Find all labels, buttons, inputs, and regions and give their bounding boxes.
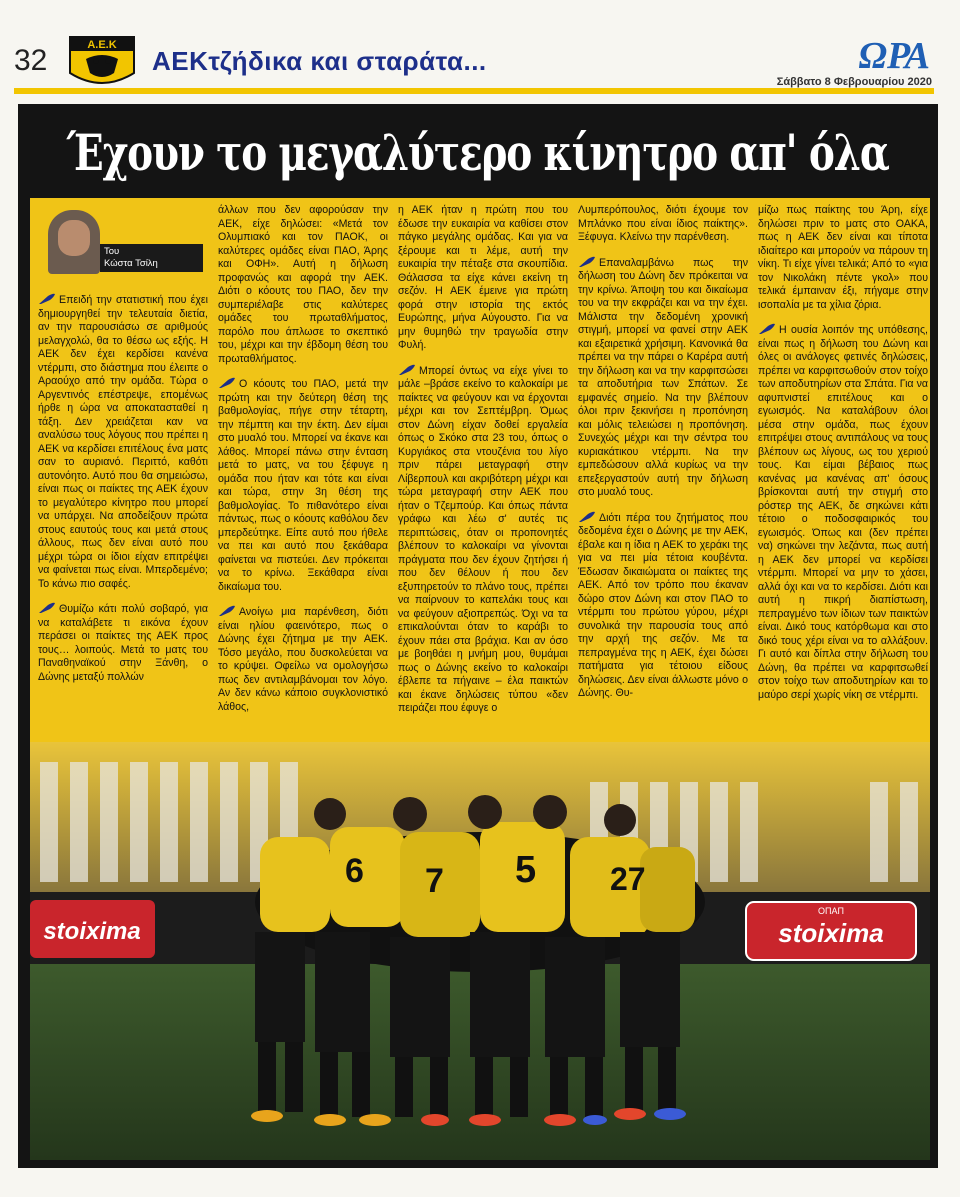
- jersey-number: 27: [610, 861, 646, 897]
- sponsor-board-right: [746, 902, 916, 960]
- logo-text: Α.Ε.Κ: [87, 39, 117, 51]
- quill-icon: [578, 256, 596, 268]
- author-photo: [48, 210, 100, 274]
- team-huddle-photo: [30, 742, 930, 1160]
- paragraph: Η ουσία λοιπόν της υπόθεσης, είναι πως η δήλωση του Δώνη και όλες οι ανάλογες φετινές δηλώσεις, πρέπει να καρφιτσωθούν στον τοίχο των αποδυτηρίων στα Σπάτα. Για να αφυπνιστεί επιτέλους και ο εγωισμός. Να καταλάβουν όλοι μέσα στην ομάδα, πως έχουν επιτρέψει στους αντιπάλους να τους βλέπουν ως λίγους, ως του χεριού τους. Και είμαι βέβαιος πως κανένας μα κανένας απ' όσους βρίσκονται αυτή την στιγμή στο ρόστερ της ΑΕΚ, δε σηκώνει κάτι τέτοιο ο ποδοσφαιρικός του εγωισμός. Όπως και (δεν πρέπει να) σηκώνει την λεζάντα, πως αυτή η ΑΕΚ δεν μπορεί να κερδίσει ντέρμπι. Μπορεί να μην το χάσει, αλλά όχι και να το κερδίσει. Διότι και αυτή η πικρή διαπίστωση, πεπραγμένο των ίδιων των παικτών είναι. Δικό τους κατόρθωμα και στο δικό τους χέρι είναι να το αλλάξουν. Γι αυτό και δίπλα στην δήλωση του Δώνη, θα πρέπει να καρφιτσωθεί στον τοίχο των αποδυτηρίων και το μαύρο σερί χωρίς νίκη σε ντέρμπι.: [758, 324, 928, 701]
- svg-text:stoixima: stoixima: [43, 918, 141, 945]
- quill-icon: [578, 511, 596, 523]
- jersey-number: 6: [345, 852, 364, 890]
- paragraph: Λυμπερόπουλος, διότι έχουμε τον Μπλάνκο που είναι ίδιος παίκτης». Ξέφυγα. Κλείνω την παρένθεση.: [578, 204, 748, 243]
- headline-text: Έχουν το μεγαλύτερο κίνητρο απ' όλα: [67, 122, 889, 182]
- quill-icon: [218, 605, 236, 617]
- paragraph: άλλων που δεν αφορούσαν την ΑΕΚ, είχε δηλώσει: «Μετά τον Ολυμπιακό και τον ΠΑΟΚ, οι καλύτερες ομάδες είναι ΠΑΟ, Άρης και ΟΦΗ». Αυτή η δήλωση προφανώς και αφορά την ΑΕΚ. Διότι ο κόουτς του ΠΑΟ, δεν την συμπεριέλαβε στις καλύτερες ομάδες του πρωταθλήματος, παρόλο που άπλωσε το σκεπτικό του, μέχρι και την έβδομη θέση του πρωταθλήματος.: [218, 204, 388, 365]
- quill-icon: [398, 364, 416, 376]
- section-title: ΑΕΚτζήδικα και σταράτα...: [152, 46, 487, 76]
- newspaper-masthead: ΩΡΑ: [858, 35, 930, 77]
- paragraph: Ανοίγω μια παρένθεση, διότι είναι ηλίου φαεινότερο, πως ο Δώνης έχει ζήτημα με την ΑΕΚ. Τόσο μεγάλο, που δυσκολεύεται να το κρύψει. Οφείλω να ομολογήσω πως δεν αντιλαμβάνομαι τον λόγο. Αν δεν κάνω κάποιο συγκλονιστικό λάθος,: [218, 606, 388, 713]
- paragraph: Θυμίζω κάτι πολύ σοβαρό, για να καταλάβετε τι εικόνα έχουν περάσει οι παίκτες της ΑΕΚ προς τους… λοιπούς. Μετά το ματς του Παναθηναϊκού στην Ξάνθη, ο Δώνης μεταξύ πολλών: [38, 603, 208, 683]
- header-divider: [14, 88, 934, 94]
- jersey-number: 5: [515, 849, 537, 891]
- paragraph: Διότι πέρα του ζητήματος που δεδομένα έχει ο Δώνης με την ΑΕΚ, έβαλε και η ίδια η ΑΕΚ το χεράκι της για να πει μία τέτοια κουβέντα. Έδωσαν δικαιώματα οι παίκτες της ΑΕΚ. Από τον τρόπο που έκαναν δώρο στον Δώνη και στον ΠΑΟ το ντέρμπι του πρώτου γύρου, μέχρι συνολικά την παρουσία τους από την αρχή της σεζόν. Με τα πεπραγμένα της η ΑΕΚ, έχει δώσει πατήματα για τέτοιου είδους δηλώσεις. Δεν είναι άλλωστε μόνο ο Δώνης. Θυ-: [578, 511, 748, 699]
- quill-icon: [758, 323, 776, 335]
- paragraph: η ΑΕΚ ήταν η πρώτη που του έδωσε την ευκαιρία να καθίσει στον πάγκο μεγάλης ομάδας. Και για να ξέρουμε και τι λέμε, αυτή την ευκαιρία την πέταξε στα σκουπίδια. Θάλασσα τα είχε κάνει εκείνη τη σεζόν. Η ΑΕΚ έμεινε για πρώτη φορά στην ιστορία της εκτός Ευρώπης, μήνα Αύγουστο. Για να μην θυμηθώ την τραγωδία στην Φυλή.: [398, 204, 568, 351]
- aek-logo: [66, 33, 138, 91]
- paragraph: Ο κόουτς του ΠΑΟ, μετά την πρώτη και την δεύτερη θέση της βαθμολογίας, πήγε στην τέταρτη, την πέμπτη και την έκτη. Δεν είμαι στο μυαλό του. Μπορεί να έκανε και λάθος. Μπορεί πάνω στην ένταση μετά το ματς, να του ξέφυγε η ομάδα που ήταν και τότε και είναι και τώρα, στην 3η θέση της βαθμολογίας. Το πιθανότερο είναι πάντως, πως ο κόουτς καθόλου δεν μπερδεύτηκε. Είπε αυτό που ήθελε να πει και αυτό που ξεκάθαρα φαίνεται να πιστεύει. Δεν πρόκειται να το κρίνω. Ξεκάθαρα είναι δικαίωμα του.: [218, 378, 388, 593]
- jersey-number: 7: [425, 862, 444, 900]
- article: [18, 104, 938, 1168]
- column-5: [758, 204, 928, 702]
- paragraph: Επειδή την στατιστική που έχει δημιουργηθεί την τελευταία διετία, αν την παρουσιάσω σε αριθμούς μελαγχολώ, θα το θέσω ως εξής. Η ΑΕΚ δεν έχει κερδίσει κανένα ντέρμπι, στο διάστημα που έλειπε ο Αραούχο από την ομάδα. Τώρα ο Αργεντινός επέστρεψε, επομένως ήρθε η ώρα να αποκατασταθεί η τάξη. Δεν χρειάζεται καν να αναλύσω τους λόγους που πρέπει η ΑΕΚ να κερδίσει επιτέλους ένα ματς σαν το αυριανό. Περιττό, καθότι αυτονόητο. Αυτό που θα σημειώσω, είναι πως οι παίκτες της ΑΕΚ έχουν το μεγαλύτερο κίνητρο που μπορεί να υπάρχει. Να αποδείξουν πρώτα στους εαυτούς τους και μετά στους άλλους, πως δεν είναι αυτό που μέχρι τώρα οι ίδιοι είχαν επιτρέψει να φαίνεται πως είναι. Μπερδεμένο; Το κάνω πιο σαφές.: [38, 294, 208, 590]
- byline-prefix: Του: [104, 246, 120, 257]
- quill-icon: [38, 293, 56, 305]
- issue-date: Σάββατο 8 Φεβρουαρίου 2020: [776, 76, 932, 88]
- column-1: [38, 204, 208, 684]
- sponsor-board-left: [30, 900, 155, 958]
- column-3: [398, 204, 568, 716]
- paragraph: μίζω πως παίκτης του Άρη, είχε δηλώσει πριν το ματς στο ΟΑΚΑ, πως η ΑΕΚ δεν είναι και τίποτα ιδιαίτερο και μπορούν να πάρουν τη νίκη. Τι είχε γίνει τελικά; Από το «για τον Νικολάκη πέντε γκολ» που τελικά έμπαιναν έξι, πήγαμε στην ισοπαλία με τα χίλια ζόρια.: [758, 204, 928, 311]
- article-body: [30, 198, 930, 832]
- headline: [18, 104, 938, 200]
- paragraph: Μπορεί όντως να είχε γίνει το μάλε –βράσε εκείνο το καλοκαίρι με παίκτες να φεύγουν και να έρχονται μέχρι και τον Σεπτέμβρη. Όμως στον Δώνη είχαν δοθεί εργαλεία όπως ο Σκόκο στα 23 του, όπως ο Κυργιάκος στα ντουζένια του λίγο πριν πάρει μεταγραφή στην Λίβερπουλ και ακριβότερη μέχρι και τώρα μεταγραφή στην ΑΕΚ που ήταν ο Τζεμπούρ. Και όπως πάντα γράφω και λέω σ' αυτές τις περιπτώσεις, όταν οι προπονητές βλέπουν το καλοκαίρι να γίνονται πράγματα που δεν έχουν ζητήσει ή που δεν θέλουν ή που δεν εξυπηρετούν το πλάνο τους, πρέπει να παίρνουν το καπελάκι τους και να φεύγουν αξιοπρεπώς. Όχι να τα επικαλούνται όταν το καράβι το έχουν πάει στα βράχια. Και αν όσο με βοηθάει η μνήμη μου, θυμάμαι πως ο Δώνης εκείνο το καλοκαίρι έβλεπε τα πήγαινε – έλα παικτών και έκανε δηλώσεις τύπου «δεν πειράζει που έφυγε ο: [398, 364, 568, 714]
- svg-text:stoixima: stoixima: [778, 918, 884, 948]
- author-box: [38, 204, 188, 282]
- svg-text:ΟΠΑΠ: ΟΠΑΠ: [817, 906, 845, 916]
- page-number: 32: [14, 44, 48, 77]
- byline-author: Κώστα Τσίλη: [104, 258, 158, 269]
- byline: [100, 244, 203, 272]
- column-2: [218, 204, 388, 714]
- column-4: [578, 204, 748, 701]
- quill-icon: [218, 377, 236, 389]
- paragraph: Επαναλαμβάνω πως την δήλωση του Δώνη δεν πρόκειται να την κρίνω. Άποψη του και δικαίωμα του να την εκφράζει και να την έχει. Μάλιστα την δεδομένη χρονική στιγμή, μπορεί να φανεί στην ΑΕΚ και εξαιρετικά χρήσιμη. Κανονικά θα πρέπει να την πάρει ο Καρέρα αυτή την δήλωση και να την καρφιτσώσει τα αποδυτήρια των Σπάτων. Σε εμφανές σημείο. Να την βλέπουν όλοι πριν ξεκινήσει η προπόνηση και μόλις τελειώσει η προπόνηση. Συνεχώς μέχρι και την σέντρα του κυριακάτικου ντέρμπι. Να την εμπεδώσουν αλλά κυρίως να την επεξεργαστούν αυτή την δήλωση στο μυαλό τους.: [578, 256, 748, 498]
- quill-icon: [38, 602, 56, 614]
